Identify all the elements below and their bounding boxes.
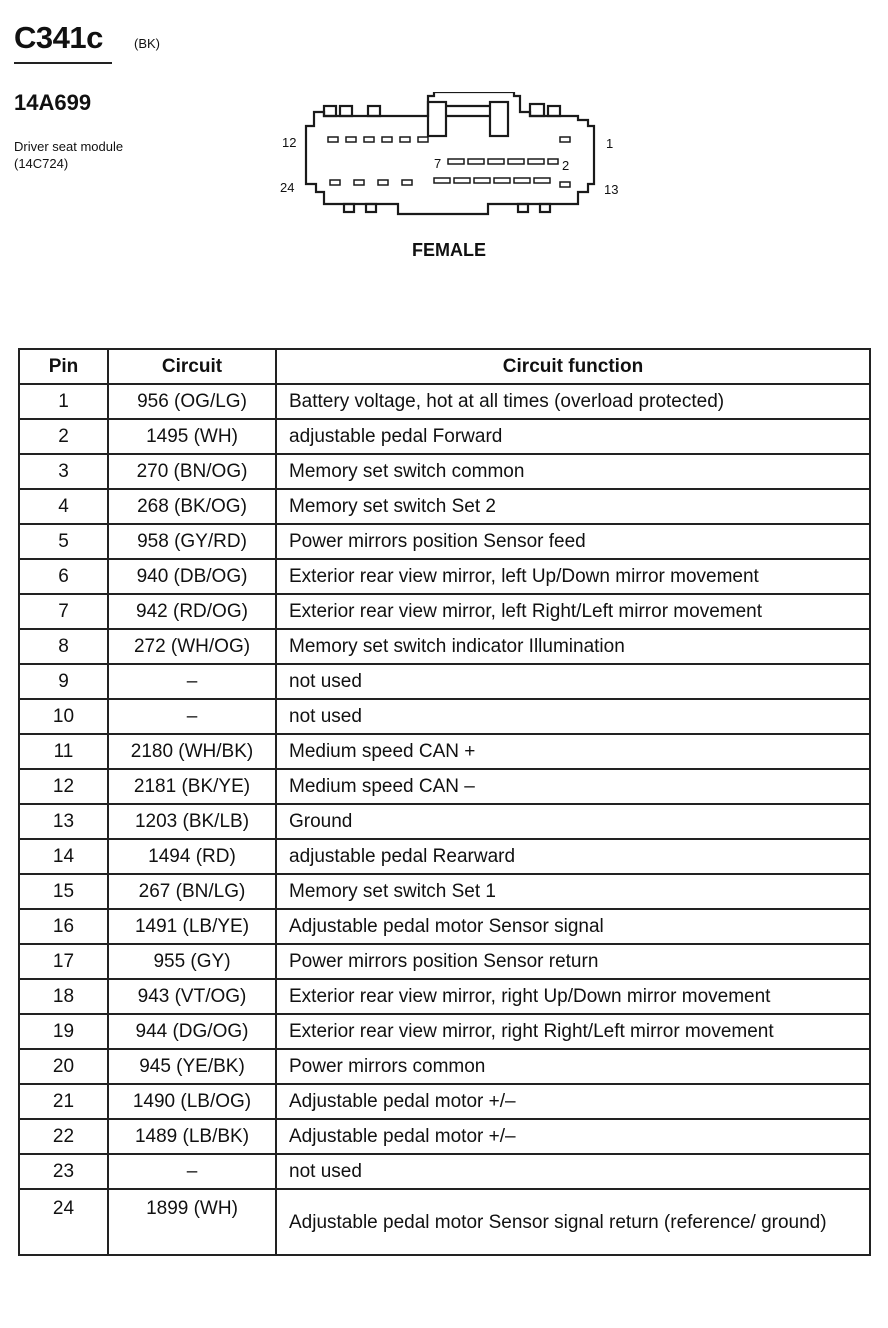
- table-row: [19, 874, 870, 909]
- function-cell: Exterior rear view mirror, right Up/Down mirror movement: [276, 979, 870, 1014]
- cavity: [378, 180, 388, 185]
- pin-label-inner-left: 7: [434, 156, 442, 171]
- circuit-cell: 1491 (LB/YE): [108, 909, 276, 944]
- cavity: [454, 178, 470, 183]
- table-row: [19, 699, 870, 734]
- cavity: [534, 178, 550, 183]
- circuit-cell: 1489 (LB/BK): [108, 1119, 276, 1154]
- circuit-cell: 1494 (RD): [108, 839, 276, 874]
- function-cell: Power mirrors position Sensor feed: [276, 524, 870, 559]
- pin-label-bottom-right: 13: [604, 182, 619, 197]
- pin-cell: 2: [19, 419, 108, 454]
- table-row: [19, 1014, 870, 1049]
- latch-far-right: [548, 106, 560, 116]
- module-name: Driver seat module: [14, 139, 124, 154]
- function-cell: Memory set switch Set 2: [276, 489, 870, 524]
- connector-color-code: (BK): [134, 36, 160, 51]
- table-row: [19, 664, 870, 699]
- pin-cell: 22: [19, 1119, 108, 1154]
- function-cell: Adjustable pedal motor +/–: [276, 1119, 870, 1154]
- pin-cell: 9: [19, 664, 108, 699]
- pin-cell: 13: [19, 804, 108, 839]
- function-cell: Medium speed CAN –: [276, 769, 870, 804]
- pin-cell: 4: [19, 489, 108, 524]
- circuit-cell: 958 (GY/RD): [108, 524, 276, 559]
- function-cell: Exterior rear view mirror, left Up/Down mirror movement: [276, 559, 870, 594]
- lock-tab-left: [428, 102, 446, 136]
- foot-2: [366, 204, 376, 212]
- header-pin: Pin: [19, 349, 108, 384]
- function-cell: Memory set switch indicator Illumination: [276, 629, 870, 664]
- pin-cell: 3: [19, 454, 108, 489]
- pin-cell: 5: [19, 524, 108, 559]
- latch-left: [324, 106, 336, 116]
- cavity: [418, 137, 428, 142]
- pin-cell: 10: [19, 699, 108, 734]
- circuit-cell: 270 (BN/OG): [108, 454, 276, 489]
- table-row: [19, 1189, 870, 1255]
- cavity: [560, 137, 570, 142]
- pin-cell: 24: [19, 1189, 108, 1255]
- module-code: (14C724): [14, 156, 69, 171]
- connector-face-diagram: [278, 92, 628, 224]
- pin-cell: 12: [19, 769, 108, 804]
- function-cell: not used: [276, 664, 870, 699]
- function-cell: not used: [276, 1154, 870, 1189]
- table-row: [19, 489, 870, 524]
- foot-4: [540, 204, 550, 212]
- circuit-cell: 267 (BN/LG): [108, 874, 276, 909]
- cavity: [402, 180, 412, 185]
- pin-cell: 7: [19, 594, 108, 629]
- lock-tab-right: [490, 102, 508, 136]
- cavity: [382, 137, 392, 142]
- connector-body-outline: [306, 92, 594, 214]
- header-function: Circuit function: [276, 349, 870, 384]
- circuit-cell: 2181 (BK/YE): [108, 769, 276, 804]
- table-row: [19, 629, 870, 664]
- circuit-cell: 955 (GY): [108, 944, 276, 979]
- table-row: [19, 559, 870, 594]
- table-row: [19, 1119, 870, 1154]
- function-cell: adjustable pedal Rearward: [276, 839, 870, 874]
- pin-label-inner-right: 2: [562, 158, 570, 173]
- header-circuit: Circuit: [108, 349, 276, 384]
- lock-bar: [446, 106, 490, 116]
- pin-cell: 16: [19, 909, 108, 944]
- function-cell: Memory set switch common: [276, 454, 870, 489]
- pin-cell: 15: [19, 874, 108, 909]
- circuit-cell: 956 (OG/LG): [108, 384, 276, 419]
- function-cell: Power mirrors position Sensor return: [276, 944, 870, 979]
- cavity: [448, 159, 464, 164]
- table-header-row: [19, 349, 870, 384]
- circuit-cell: 268 (BK/OG): [108, 489, 276, 524]
- cavity: [528, 159, 544, 164]
- foot-1: [344, 204, 354, 212]
- pin-label-top-right: 1: [606, 136, 614, 151]
- table-row: [19, 419, 870, 454]
- pin-cell: 14: [19, 839, 108, 874]
- function-cell: Adjustable pedal motor Sensor signal return (reference/ ground): [276, 1189, 870, 1255]
- cavity: [560, 182, 570, 187]
- function-cell: Adjustable pedal motor +/–: [276, 1084, 870, 1119]
- circuit-cell: 940 (DB/OG): [108, 559, 276, 594]
- cavity: [494, 178, 510, 183]
- function-cell: adjustable pedal Forward: [276, 419, 870, 454]
- connector-id: C341c: [14, 20, 103, 55]
- pin-cell: 18: [19, 979, 108, 1014]
- pin-cell: 20: [19, 1049, 108, 1084]
- cavity: [328, 137, 338, 142]
- module-description: [14, 138, 123, 172]
- table-row: [19, 979, 870, 1014]
- function-cell: Exterior rear view mirror, left Right/Left mirror movement: [276, 594, 870, 629]
- part-number: 14A699: [14, 90, 92, 115]
- circuit-cell: 272 (WH/OG): [108, 629, 276, 664]
- function-cell: Battery voltage, hot at all times (overload protected): [276, 384, 870, 419]
- pin-cell: 21: [19, 1084, 108, 1119]
- pin-cell: 6: [19, 559, 108, 594]
- cavity: [354, 180, 364, 185]
- circuit-cell: –: [108, 664, 276, 699]
- table-row: [19, 594, 870, 629]
- cavity: [330, 180, 340, 185]
- cavity: [508, 159, 524, 164]
- table-row: [19, 454, 870, 489]
- function-cell: Medium speed CAN +: [276, 734, 870, 769]
- cavity: [364, 137, 374, 142]
- function-cell: Exterior rear view mirror, right Right/Left mirror movement: [276, 1014, 870, 1049]
- pin-cell: 17: [19, 944, 108, 979]
- foot-3: [518, 204, 528, 212]
- circuit-cell: 1203 (BK/LB): [108, 804, 276, 839]
- pinout-table: [18, 348, 871, 1256]
- circuit-cell: –: [108, 1154, 276, 1189]
- circuit-cell: 945 (YE/BK): [108, 1049, 276, 1084]
- table-row: [19, 524, 870, 559]
- pin-cell: 8: [19, 629, 108, 664]
- table-row: [19, 1084, 870, 1119]
- pin-cell: 19: [19, 1014, 108, 1049]
- table-row: [19, 734, 870, 769]
- table-row: [19, 944, 870, 979]
- circuit-cell: 944 (DG/OG): [108, 1014, 276, 1049]
- table-row: [19, 839, 870, 874]
- circuit-cell: 942 (RD/OG): [108, 594, 276, 629]
- function-cell: Adjustable pedal motor Sensor signal: [276, 909, 870, 944]
- function-cell: Power mirrors common: [276, 1049, 870, 1084]
- table-row: [19, 804, 870, 839]
- cavity: [488, 159, 504, 164]
- table-row: [19, 384, 870, 419]
- cavity: [346, 137, 356, 142]
- circuit-cell: –: [108, 699, 276, 734]
- circuit-cell: 1490 (LB/OG): [108, 1084, 276, 1119]
- table-row: [19, 769, 870, 804]
- table-row: [19, 1049, 870, 1084]
- connector-gender-label: FEMALE: [412, 240, 486, 260]
- cavity: [434, 178, 450, 183]
- circuit-cell: 943 (VT/OG): [108, 979, 276, 1014]
- cavity: [400, 137, 410, 142]
- function-cell: Memory set switch Set 1: [276, 874, 870, 909]
- cavity: [548, 159, 558, 164]
- pin-label-bottom-left: 24: [280, 180, 295, 195]
- pin-cell: 23: [19, 1154, 108, 1189]
- pin-cell: 11: [19, 734, 108, 769]
- cavity: [468, 159, 484, 164]
- cavity: [474, 178, 490, 183]
- circuit-cell: 1899 (WH): [108, 1189, 276, 1255]
- circuit-cell: 2180 (WH/BK): [108, 734, 276, 769]
- circuit-cell: 1495 (WH): [108, 419, 276, 454]
- function-cell: not used: [276, 699, 870, 734]
- table-row: [19, 1154, 870, 1189]
- title-underline: [14, 62, 112, 64]
- table-row: [19, 909, 870, 944]
- function-cell: Ground: [276, 804, 870, 839]
- pin-label-top-left: 12: [282, 135, 297, 150]
- cavity: [514, 178, 530, 183]
- pin-cell: 1: [19, 384, 108, 419]
- latch-mid-left: [340, 106, 352, 116]
- latch-right: [530, 104, 544, 116]
- latch-mid-right: [368, 106, 380, 116]
